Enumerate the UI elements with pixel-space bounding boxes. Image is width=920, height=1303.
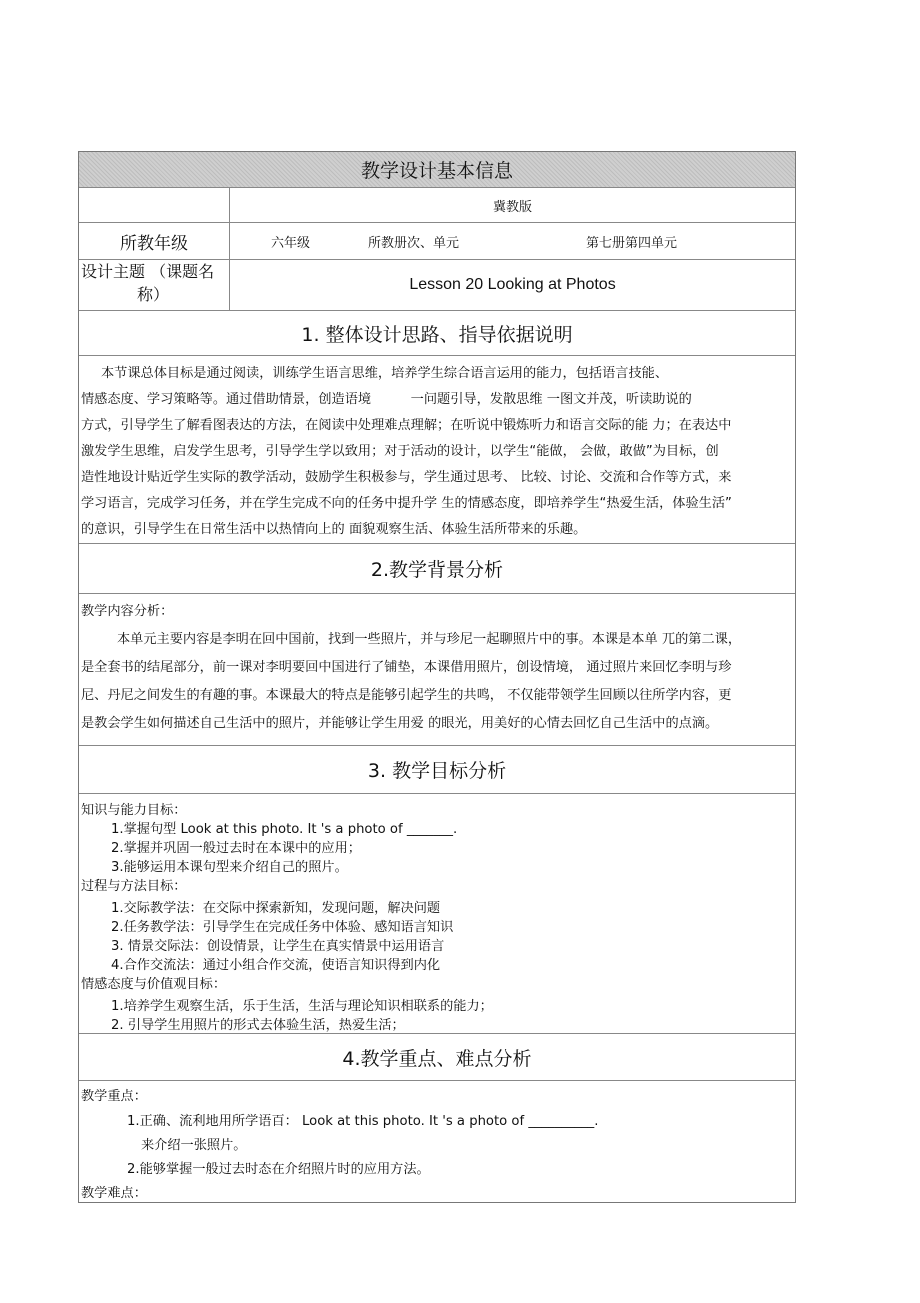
text-line: 1.培养学生观察生活，乐于生活，生活与理论知识相联系的能力； (111, 999, 493, 1014)
volume-label: 所教册次、单元 (368, 236, 460, 251)
topic-label-line: 设计主题 （课题名 (81, 262, 215, 281)
grade-value: 六年级 (271, 236, 311, 251)
text-line: 2.能够掌握一般过去时态在介绍照片时的应用方法。 (127, 1162, 430, 1177)
header-title: 教学设计基本信息 (360, 160, 513, 182)
text-line: 造性地设计贴近学生实际的教学活动，鼓励学生积极参与，学生通过思考、 比较、讨论、交流和合作等方式，来 (81, 470, 732, 485)
text-line: 本节课总体目标是通过阅读，训练学生语言思维，培养学生综合语言运用的能力，包括语言技能、 (101, 366, 669, 381)
text-line: 4.合作交流法：通过小组合作交流，使语言知识得到内化 (111, 958, 441, 973)
topic-row (79, 260, 795, 311)
text-line: 激发学生思维，启发学生思考，引导学生学以致用；对于活动的设计，以学生“能做， 会做，敢做”为目标，创 (81, 444, 719, 459)
text-line: 的意识，引导学生在日常生活中以热情向上的 面貌观察生活、体验生活所带来的乐趣。 (81, 522, 587, 537)
text-line: 是教会学生如何描述自己生活中的照片，并能够让学生用爱 的眼光，用美好的心情去回忆自己生活中的点滴。 (81, 716, 719, 731)
text-line: 过程与方法目标： (81, 879, 187, 894)
section1-title: 1. 整体设计思路、指导依据说明 (79, 311, 795, 356)
text-line: 3.能够运用本课句型来介绍自己的照片。 (111, 860, 348, 875)
section4-body (79, 1081, 795, 1202)
text-line: 2.任务教学法：引导学生在完成任务中体验、感知语言知识 (111, 920, 454, 935)
text-line: 教学难点： (81, 1186, 147, 1201)
text-line: 本单元主要内容是李明在回中国前，找到一些照片，并与珍尼一起聊照片中的事。本课是本单 兀的第二课， (117, 632, 742, 647)
text-line: 教学重点： (81, 1089, 147, 1104)
text-line: 情感态度、学习策略等。通过借助情景，创造语境 一问题引导，发散思维 一图文并茂，听读助说的 (81, 392, 692, 407)
lesson-design-table (78, 151, 796, 1203)
edition-value: 冀教版 (492, 199, 532, 215)
volume-value: 第七册第四单元 (586, 236, 678, 251)
grade-label: 所教年级 (79, 223, 230, 259)
text-line: 1.掌握句型 Look at this photo. It 's a photo of _______. (111, 822, 458, 837)
topic-value: Lesson 20 Looking at Photos (409, 276, 616, 293)
text-line: 2.掌握并巩固一般过去时在本课中的应用； (111, 841, 361, 856)
edition-row (79, 188, 795, 223)
topic-label (79, 260, 230, 310)
text-line: 3. 情景交际法：创设情景，让学生在真实情景中运用语言 (111, 939, 445, 954)
text-line: 1.正确、流利地用所学语百： Look at this photo. It 's a photo of __________. (127, 1114, 599, 1129)
table-header (79, 152, 795, 188)
topic-label-line: 称） (137, 285, 170, 304)
section4-title: 4.教学重点、难点分析 (79, 1034, 795, 1081)
section1-body (79, 356, 795, 544)
text-line: 尼、丹尼之间发生的有趣的事。本课最大的特点是能够引起学生的共鸣， 不仅能带领学生回顾以往所学内容，更 (81, 688, 732, 703)
text-line: 是全套书的结尾部分，前一课对李明要回中国进行了铺垫，本课借用照片，创设情境， 通过照片来回忆李明与珍 (81, 660, 732, 675)
section3-body (79, 794, 795, 1034)
text-line: 教学内容分析： (81, 604, 174, 619)
text-line: 方式，引导学生了解看图表达的方法，在阅读中处理难点理解；在听说中锻炼听力和语言交际的能 力；在表达中 (81, 418, 732, 433)
text-line: 2. 引导学生用照片的形式去体验生活，热爱生活； (111, 1018, 405, 1033)
text-line: 学习语言，完成学习任务，并在学生完成不向的任务中提升学 生的情感态度，即培养学生“热爱生活，体验生活” (81, 496, 732, 511)
edition-label-cell (79, 188, 230, 222)
text-line: 来介绍一张照片。 (141, 1138, 247, 1153)
section2-body (79, 594, 795, 746)
grade-row (79, 223, 795, 260)
text-line: 情感态度与价值观目标： (81, 977, 227, 992)
section2-title: 2.教学背景分析 (79, 544, 795, 594)
section3-title: 3. 教学目标分析 (79, 746, 795, 794)
text-line: 1.交际教学法：在交际中探索新知，发现问题，解决问题 (111, 901, 441, 916)
text-line: 知识与能力目标： (81, 803, 187, 818)
